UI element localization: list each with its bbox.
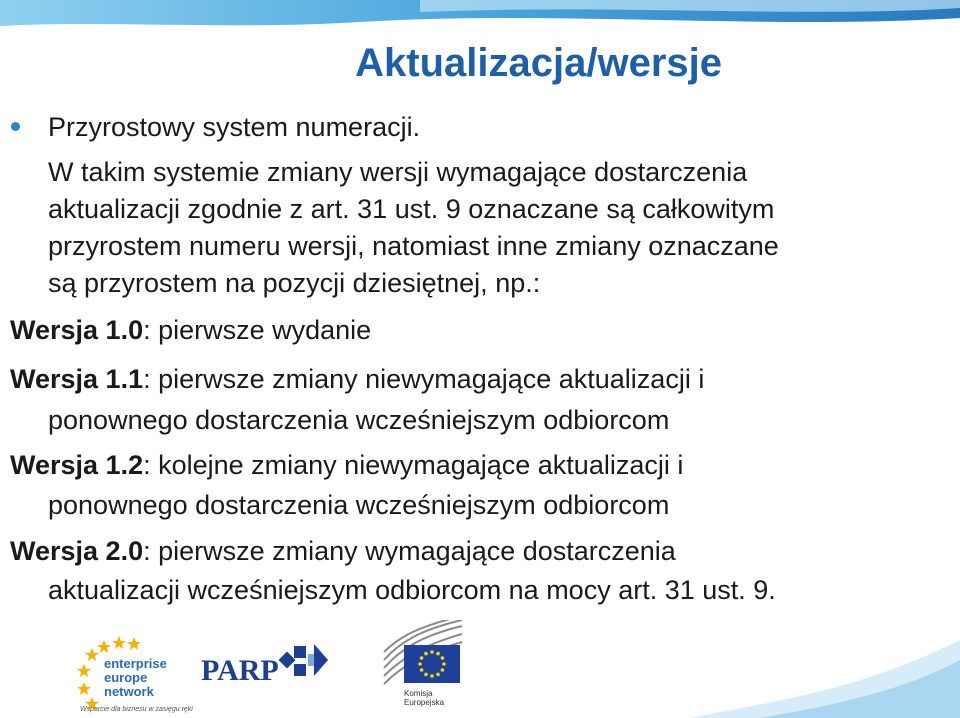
bullet-dot-icon [11, 122, 20, 131]
version-label: Wersja 1.1 [10, 364, 144, 394]
paragraph-line-1: W takim systemie zmiany wersji wymagające dostarczenia [48, 157, 748, 187]
version-label: Wersja 1.0 [10, 315, 144, 345]
footer-logos [0, 620, 960, 718]
version-1-1-cont: ponownego dostarczenia wcześniejszym odbiorcom [48, 405, 670, 435]
svg-text:europe: europe [104, 670, 148, 685]
svg-text:Europejska: Europejska [404, 698, 445, 707]
svg-text:enterprise: enterprise [104, 656, 167, 671]
paragraph-line-2: aktualizacji zgodnie z art. 31 ust. 9 oznaczane są całkowitym [48, 194, 775, 224]
svg-text:network: network [104, 684, 154, 699]
corner-swoosh [690, 640, 960, 718]
version-1-2-cont: ponownego dostarczenia wcześniejszym odbiorcom [48, 490, 670, 520]
parp-logo [201, 644, 328, 687]
version-desc: : pierwsze zmiany wymagające dostarczenia [143, 536, 676, 566]
header-band [0, 0, 960, 40]
version-2-0 [10, 533, 676, 569]
enterprise-europe-network-logo [77, 636, 167, 710]
paragraph-line-3: przyrostem numeru wersji, natomiast inne zmiany oznaczane [48, 231, 779, 261]
version-label: Wersja 2.0 [10, 536, 144, 566]
bullet-text: Przyrostowy system numeracji. [48, 112, 421, 142]
een-tagline: Wsparcie dla biznesu w zasięgu ręki [80, 706, 193, 713]
version-desc: : pierwsze zmiany niewymagające aktualizacji i [143, 364, 705, 394]
version-1-1 [10, 361, 704, 397]
version-1-2 [10, 447, 683, 483]
paragraph-line-4: są przyrostem na pozycji dziesiętnej, np.: [48, 268, 541, 298]
svg-text:Komisja: Komisja [404, 689, 433, 698]
svg-text:PARP: PARP [201, 654, 279, 687]
version-desc: : kolejne zmiany niewymagające aktualizacji i [143, 450, 684, 480]
slide-title: Aktualizacja/wersje [355, 41, 722, 85]
european-commission-logo [384, 620, 462, 707]
version-label: Wersja 1.2 [10, 450, 144, 480]
version-2-0-cont: aktualizacji wcześniejszym odbiorcom na mocy art. 31 ust. 9. [48, 575, 776, 605]
version-desc: : pierwsze wydanie [143, 315, 372, 345]
version-1-0 [10, 312, 371, 348]
